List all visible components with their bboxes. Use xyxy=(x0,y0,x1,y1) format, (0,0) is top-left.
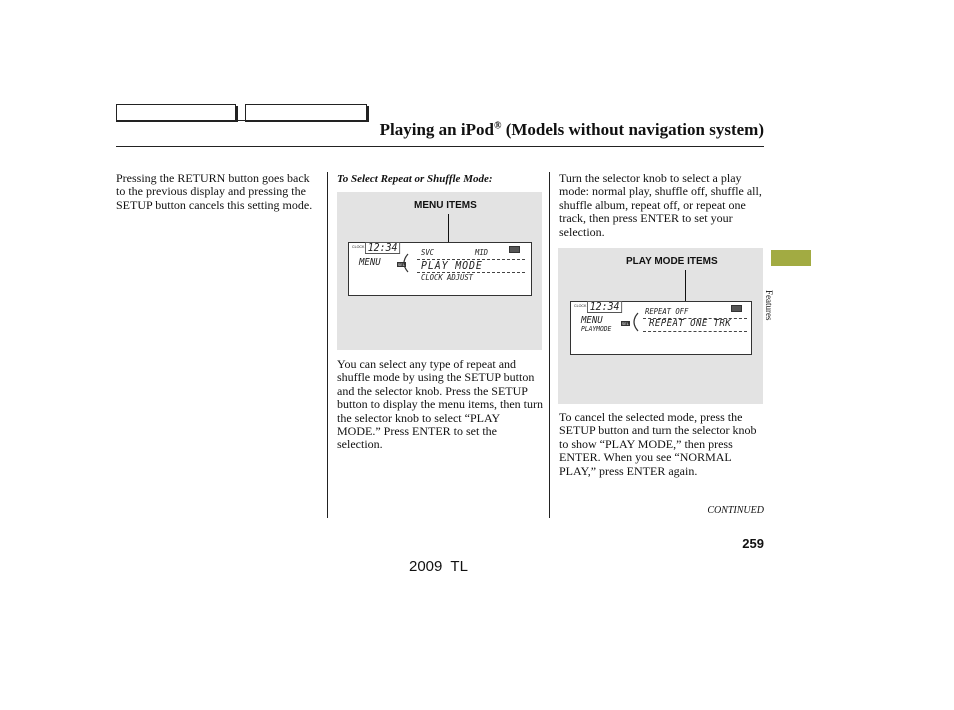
column-divider-1 xyxy=(327,172,328,518)
col3-paragraph-top: Turn the selector knob to select a play mode: normal play, shuffle off, shuffle all, shuffle album, repeat off, or repeat one track, then press ENTER to set your selection. xyxy=(559,171,762,239)
continued-note: CONTINUED xyxy=(707,505,764,516)
menu-items-label: MENU ITEMS xyxy=(414,200,477,211)
section-heading: To Select Repeat or Shuffle Mode: xyxy=(337,173,493,185)
lcd-submenu: PLAYMODE xyxy=(581,325,612,333)
lcd-time: 12:34 xyxy=(587,301,622,313)
selector-knob-icon xyxy=(629,312,639,332)
lcd-line2: PLAY MODE xyxy=(421,259,483,272)
sel-icon: SEL xyxy=(397,262,405,267)
clock-label: CLOCK xyxy=(574,303,587,308)
lcd-line1a: SVC xyxy=(421,248,435,257)
clock-label: CLOCK xyxy=(352,244,365,249)
lcd-menu: MENU xyxy=(359,257,381,268)
model-footer: 2009 TL xyxy=(409,558,468,575)
lcd-line3: CLOCK ADJUST xyxy=(421,273,474,282)
lcd-badge xyxy=(509,246,520,253)
page-number: 259 xyxy=(742,536,764,551)
section-label: Features xyxy=(764,290,774,321)
lcd-time: 12:34 xyxy=(365,242,400,254)
play-mode-items-label: PLAY MODE ITEMS xyxy=(626,256,718,267)
lcd-badge xyxy=(731,305,742,312)
col2-paragraph: You can select any type of repeat and shuffle mode by using the SETUP button and the selector knob. Press the SETUP button to display the menu items, then turn the selector knob to select “PLAY MODE.” Press ENTER to set the selection. xyxy=(337,357,543,452)
sel-icon: SEL xyxy=(621,321,629,326)
header-rule xyxy=(116,146,764,147)
selection-frame-bottom xyxy=(643,331,747,332)
menu-items-figure xyxy=(337,192,542,350)
col1-paragraph: Pressing the RETURN button goes back to the previous display and pressing the SETUP button cancels this setting mode. xyxy=(116,171,313,212)
lcd-line1b: MID xyxy=(475,248,489,257)
lcd-menu: MENU xyxy=(581,315,603,326)
page-title: Playing an iPod® (Models without navigation system) xyxy=(379,120,764,139)
lcd-display-1 xyxy=(348,242,532,296)
section-tab xyxy=(771,250,811,266)
header-rule-top xyxy=(116,120,367,121)
col3-paragraph-bottom: To cancel the selected mode, press the SETUP button and turn the selector knob to show “PLAY MODE,” then press ENTER. When you see “NORMAL PLAY,” press ENTER again. xyxy=(559,410,757,478)
play-mode-items-figure xyxy=(558,248,763,404)
lcd-line1: REPEAT OFF xyxy=(645,307,689,316)
lcd-display-2 xyxy=(570,301,752,355)
lcd-line2: REPEAT ONE TRK xyxy=(649,318,732,329)
column-divider-2 xyxy=(549,172,550,518)
